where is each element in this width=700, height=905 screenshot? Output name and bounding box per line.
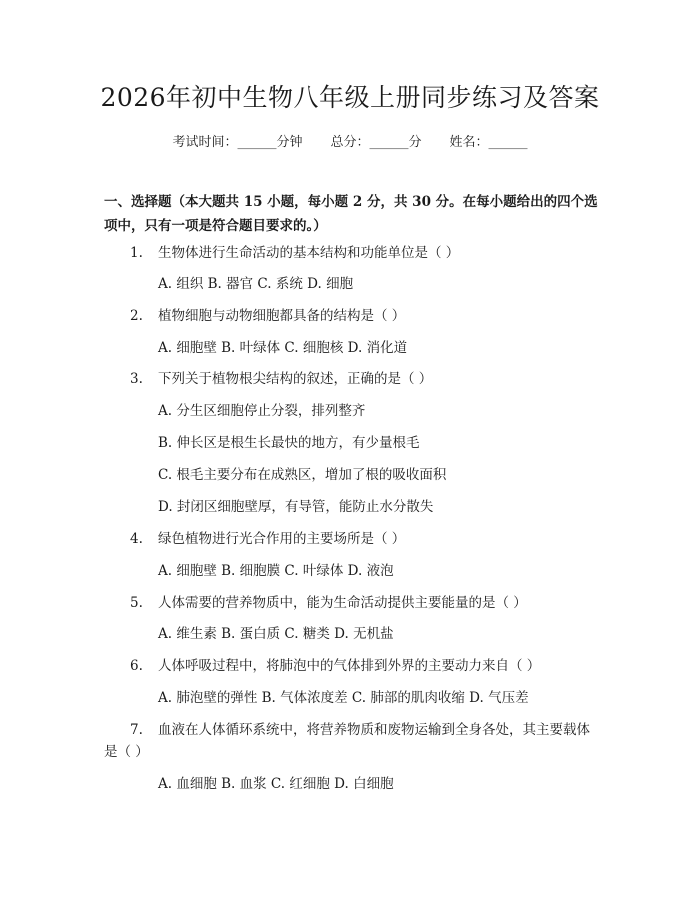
question-5-options: A. 维生素 B. 蛋白质 C. 糖类 D. 无机盐: [158, 626, 394, 642]
question-number: 5.: [130, 595, 143, 611]
question-4: [104, 527, 604, 551]
question-1-options: A. 组织 B. 器官 C. 系统 D. 细胞: [158, 276, 354, 292]
question-text: 人体呼吸过程中，将肺泡中的气体排到外界的主要动力来自（ ）: [158, 658, 541, 674]
total-score-field: 总分：______分: [330, 135, 422, 150]
question-2: [104, 304, 604, 328]
question-text: 生物体进行生命活动的基本结构和功能单位是（ ）: [158, 245, 460, 261]
question-5: [104, 591, 604, 615]
question-3-option-d: D. 封闭区细胞壁厚，有导管，能防止水分散失: [158, 499, 434, 515]
question-number: 1.: [130, 245, 143, 261]
question-7-continuation: 是（ ）: [104, 744, 149, 760]
question-text: 血液在人体循环系统中，将营养物质和废物运输到全身各处，其主要载体: [158, 722, 590, 738]
question-6-options: A. 肺泡壁的弹性 B. 气体浓度差 C. 肺部的肌肉收缩 D. 气压差: [158, 690, 529, 706]
question-text: 植物细胞与动物细胞都具备的结构是（ ）: [158, 308, 406, 324]
question-7: [104, 718, 604, 742]
question-number: 6.: [130, 658, 143, 674]
question-3-option-a: A. 分生区细胞停止分裂，排列整齐: [158, 403, 366, 419]
question-number: 7.: [130, 722, 143, 738]
question-3-option-b: B. 伸长区是根生长最快的地方，有少量根毛: [158, 435, 420, 451]
question-text: 人体需要的营养物质中，能为生命活动提供主要能量的是（ ）: [158, 595, 527, 611]
question-number: 3.: [130, 371, 143, 387]
question-3-option-c: C. 根毛主要分布在成熟区，增加了根的吸收面积: [158, 467, 447, 483]
section-heading: [104, 190, 604, 238]
exam-info-line: [0, 131, 700, 150]
question-3: [104, 367, 604, 391]
section-heading-line2: 项中，只有一项是符合题目要求的。）: [104, 218, 327, 234]
question-text: 绿色植物进行光合作用的主要场所是（ ）: [158, 531, 406, 547]
exam-time-field: 考试时间：______分钟: [172, 135, 303, 150]
question-text: 下列关于植物根尖结构的叙述，正确的是（ ）: [158, 371, 433, 387]
question-number: 2.: [130, 308, 143, 324]
question-6: [104, 654, 604, 678]
question-7-options: A. 血细胞 B. 血浆 C. 红细胞 D. 白细胞: [158, 776, 394, 792]
section-heading-line1: 一、选择题（本大题共 15 小题，每小题 2 分，共 30 分。在每小题给出的四个选: [104, 194, 598, 210]
question-2-options: A. 细胞壁 B. 叶绿体 C. 细胞核 D. 消化道: [158, 340, 408, 356]
question-number: 4.: [130, 531, 143, 547]
question-4-options: A. 细胞壁 B. 细胞膜 C. 叶绿体 D. 液泡: [158, 563, 394, 579]
question-1: [104, 241, 604, 265]
page-title: 2026年初中生物八年级上册同步练习及答案: [100, 83, 600, 112]
student-name-field: 姓名：______: [449, 135, 528, 150]
